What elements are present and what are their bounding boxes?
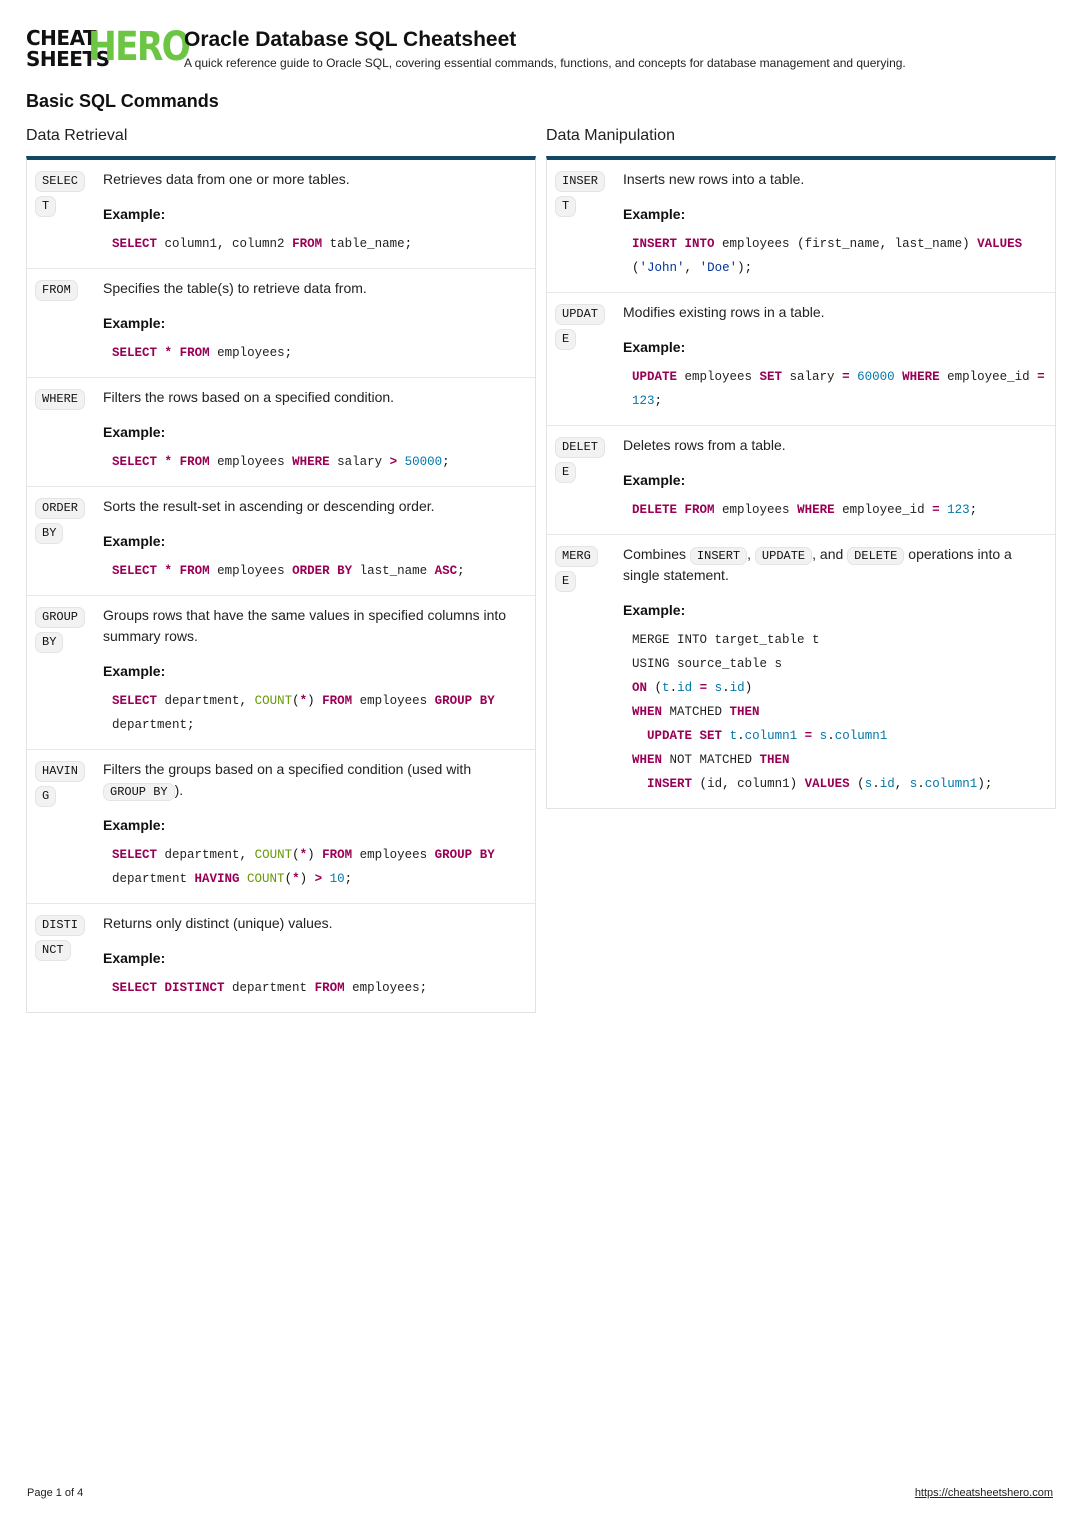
page-title: Oracle Database SQL Cheatsheet <box>184 28 517 51</box>
logo-word-hero: HERO <box>88 24 190 70</box>
site-link[interactable]: https://cheatsheetshero.com <box>914 1487 1053 1499</box>
command-row-where <box>27 378 535 487</box>
inline-code: INSERT <box>690 547 747 565</box>
column-title: Data Manipulation <box>546 127 675 144</box>
example-label: Example: <box>103 206 166 222</box>
command-term <box>27 759 103 891</box>
keyword-badge: DISTI <box>35 915 85 936</box>
command-row-group-by <box>27 596 535 750</box>
description-text: operations into a single statement. <box>623 546 1012 583</box>
command-description: Deletes rows from a table. <box>623 437 786 453</box>
command-term <box>27 605 103 737</box>
command-term <box>547 169 623 280</box>
keyword-badge: HAVIN <box>35 761 85 782</box>
inline-code: GROUP BY <box>103 783 175 801</box>
code-example: MERGE INTO target_table t USING source_table s ON (t.id = s.id) WHEN MATCHED THEN UPDATE SET t.column1 = s.column1 WHEN NOT MATCHED THEN INSERT (id, column1) VALUES (s.id, s.column1); <box>632 633 993 791</box>
example-label: Example: <box>623 339 686 355</box>
logo-word-cheat: CHEAT <box>26 26 97 50</box>
example-label: Example: <box>623 472 686 488</box>
command-term <box>547 435 623 522</box>
command-term <box>27 387 103 474</box>
command-term <box>27 913 103 1000</box>
code-example: SELECT column1, column2 FROM table_name; <box>112 237 413 251</box>
page-number: Page 1 of 4 <box>27 1487 84 1499</box>
command-row-from <box>27 269 535 378</box>
command-row-merge <box>547 535 1055 808</box>
column-data-retrieval <box>26 126 536 1013</box>
description-text: , and <box>812 546 844 562</box>
example-label: Example: <box>103 817 166 833</box>
keyword-badge: WHERE <box>35 389 85 410</box>
code-example: INSERT INTO employees (first_name, last_name) VALUES ('John', 'Doe'); <box>632 237 1023 275</box>
keyword-badge-wrap: BY <box>35 523 63 544</box>
command-description: Sorts the result-set in ascending or descending order. <box>103 498 435 514</box>
command-row-insert <box>547 160 1055 293</box>
example-label: Example: <box>103 663 166 679</box>
description-text: , <box>747 546 752 562</box>
cheatsheetshero-logo[interactable] <box>26 24 190 72</box>
command-table <box>546 156 1056 809</box>
code-example: DELETE FROM employees WHERE employee_id = 123; <box>632 503 978 517</box>
keyword-badge-wrap: BY <box>35 632 63 653</box>
command-term <box>547 544 623 796</box>
code-example: SELECT DISTINCT department FROM employees; <box>112 981 428 995</box>
command-term <box>27 169 103 256</box>
command-term <box>27 278 103 365</box>
inline-code: DELETE <box>847 547 904 565</box>
command-table <box>26 156 536 1013</box>
code-example: SELECT department, COUNT(*) FROM employees GROUP BY department; <box>112 694 495 732</box>
keyword-badge-wrap: E <box>555 329 576 350</box>
command-description: Returns only distinct (unique) values. <box>103 915 333 931</box>
command-row-select <box>27 160 535 269</box>
keyword-badge: DELET <box>555 437 605 458</box>
page-header <box>26 24 1056 72</box>
keyword-badge: GROUP <box>35 607 85 628</box>
keyword-badge-wrap: G <box>35 786 56 807</box>
keyword-badge-wrap: T <box>555 196 576 217</box>
keyword-badge: SELEC <box>35 171 85 192</box>
keyword-badge: MERG <box>555 546 598 567</box>
command-row-update <box>547 293 1055 426</box>
command-description: Modifies existing rows in a table. <box>623 304 825 320</box>
command-description: Retrieves data from one or more tables. <box>103 171 350 187</box>
description-text: Filters the groups based on a specified condition (used with <box>103 761 472 777</box>
example-label: Example: <box>623 206 686 222</box>
command-row-distinct <box>27 904 535 1012</box>
example-label: Example: <box>623 602 686 618</box>
logo-word-sheets: SHEETS <box>26 47 110 71</box>
command-row-having <box>27 750 535 904</box>
code-example: SELECT * FROM employees; <box>112 346 293 360</box>
command-term <box>547 302 623 413</box>
keyword-badge: FROM <box>35 280 78 301</box>
command-description: Groups rows that have the same values in specified columns into summary rows. <box>103 607 507 644</box>
code-example: SELECT * FROM employees WHERE salary > 50000; <box>112 455 450 469</box>
command-description <box>623 544 1043 586</box>
command-description: Inserts new rows into a table. <box>623 171 805 187</box>
keyword-badge-wrap: NCT <box>35 940 71 961</box>
example-label: Example: <box>103 315 166 331</box>
inline-code: UPDATE <box>755 547 812 565</box>
code-example: UPDATE employees SET salary = 60000 WHERE employee_id = 123; <box>632 370 1045 408</box>
keyword-badge-wrap: E <box>555 462 576 483</box>
section-title: Basic SQL Commands <box>26 91 219 111</box>
code-example: SELECT department, COUNT(*) FROM employees GROUP BY department HAVING COUNT(*) > 10; <box>112 848 495 886</box>
example-label: Example: <box>103 950 166 966</box>
command-description: Specifies the table(s) to retrieve data from. <box>103 280 367 296</box>
description-text: Combines <box>623 546 687 562</box>
keyword-badge: INSER <box>555 171 605 192</box>
command-row-delete <box>547 426 1055 535</box>
keyword-badge: ORDER <box>35 498 85 519</box>
example-label: Example: <box>103 424 166 440</box>
command-description: Filters the rows based on a specified condition. <box>103 389 395 405</box>
command-term <box>27 496 103 583</box>
command-description <box>103 759 523 801</box>
keyword-badge-wrap: E <box>555 571 576 592</box>
page-subtitle: A quick reference guide to Oracle SQL, covering essential commands, functions, and concepts for database management and querying. <box>184 56 906 70</box>
column-data-manipulation <box>546 126 1056 809</box>
keyword-badge-wrap: T <box>35 196 56 217</box>
description-text: ). <box>174 782 184 798</box>
command-row-order-by <box>27 487 535 596</box>
column-title: Data Retrieval <box>26 127 128 144</box>
code-example: SELECT * FROM employees ORDER BY last_name ASC; <box>112 564 465 578</box>
keyword-badge: UPDAT <box>555 304 605 325</box>
example-label: Example: <box>103 533 166 549</box>
